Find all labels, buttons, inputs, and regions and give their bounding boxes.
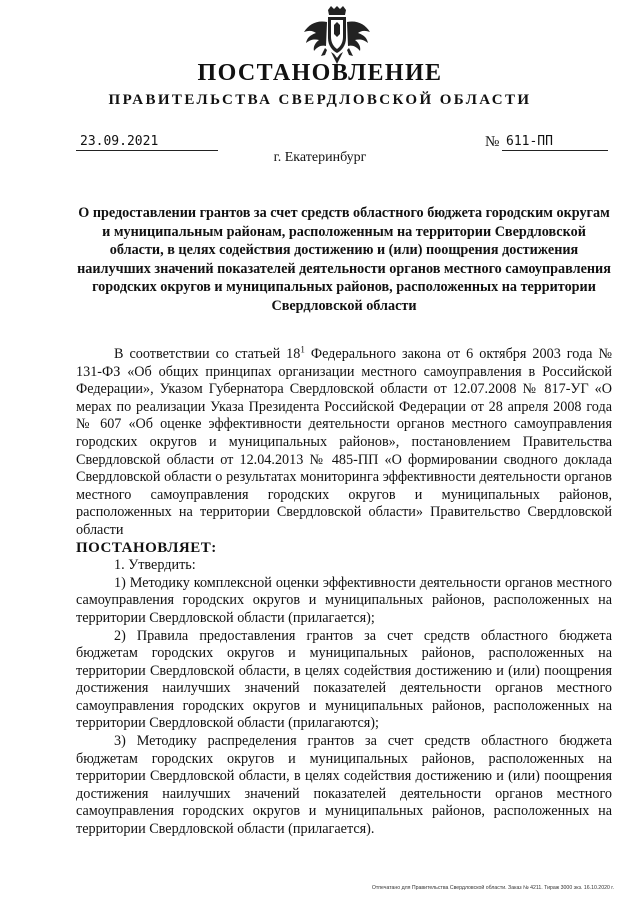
document-body	[76, 346, 612, 839]
item-1-2: 2) Правила предоставления грантов за счет средств областного бюджета бюджетам городских округов и муниципальных районов, расположенных на территории Свердловской области, в целях содействия достижению и (или) поощрения достижения наилучших значений показателей деятельности органов местного самоуправления городских округов и муниципальных районов, расположенных на территории Свердловской области (прилагаются);	[76, 627, 612, 732]
document-number: 611-ПП	[502, 133, 608, 151]
document-title: О предоставлении грантов за счет средств областного бюджета городским округам и муниципальным районам, расположенным на территории Свердловской области, в целях содействия достижению и (или) поощрения достижения наилучших значений показателей деятельности органов местного самоуправления городских округов и муниципальных районов, расположенных на территории Свердловской области	[77, 205, 611, 314]
coat-of-arms-icon	[301, 6, 373, 66]
resolves-heading: ПОСТАНОВЛЯЕТ:	[76, 539, 217, 556]
number-sign: №	[485, 134, 500, 150]
item-1: 1. Утвердить:	[114, 557, 196, 574]
article-superscript: 1	[300, 344, 305, 355]
item-1-1: 1) Методику комплексной оценки эффективности деятельности органов местного самоуправления городских округов и муниципальных районов, расположенных на территории Свердловской области (прилагается);	[76, 574, 612, 626]
item-1-3: 3) Методику распределения грантов за счет средств областного бюджета бюджетам городских округов и муниципальных районов, расположенных на территории Свердловской области, в целях содействия достижению и (или) поощрения достижения наилучших значений показателей деятельности органов местного самоуправления городских округов и муниципальных районов, расположенных на территории Свердловской области (прилагается).	[76, 733, 612, 838]
document-date: 23.09.2021	[76, 133, 218, 151]
preamble-rest: Федерального закона от 6 октября 2003 года № 131-ФЗ «Об общих принципах организации местного самоуправления в Российской Федерации», Указом Губернатора Свердловской области от 12.07.2008 № 817-УГ «О мерах по реализации Указа Президента Российской Федерации от 28 апреля 2008 года № 607 «Об оценке эффективности деятельности органов местного самоуправления городских округов и муниципальных районов», постановлением Правительства Свердловской области от 12.04.2013 № 485-ПП «О формировании сводного доклада Свердловской области о результатах мониторинга эффективности деятельности органов местного самоуправления городских округов и муниципальных районов, расположенных на территории Свердловской области» Правительство Свердловской области	[76, 346, 612, 538]
preamble-start: В соответствии со статьей 18	[114, 346, 301, 362]
preamble-paragraph	[76, 346, 612, 540]
document-type-title: ПОСТАНОВЛЕНИЕ	[197, 60, 443, 86]
print-footer: Отпечатано для Правительства Свердловской области. Заказ № 4211. Тираж 3000 экз. 16.10.2020 г.	[371, 885, 614, 891]
issuing-authority: ПРАВИТЕЛЬСТВА СВЕРДЛОВСКОЙ ОБЛАСТИ	[108, 92, 532, 108]
city-name: г. Екатеринбург	[273, 150, 367, 165]
